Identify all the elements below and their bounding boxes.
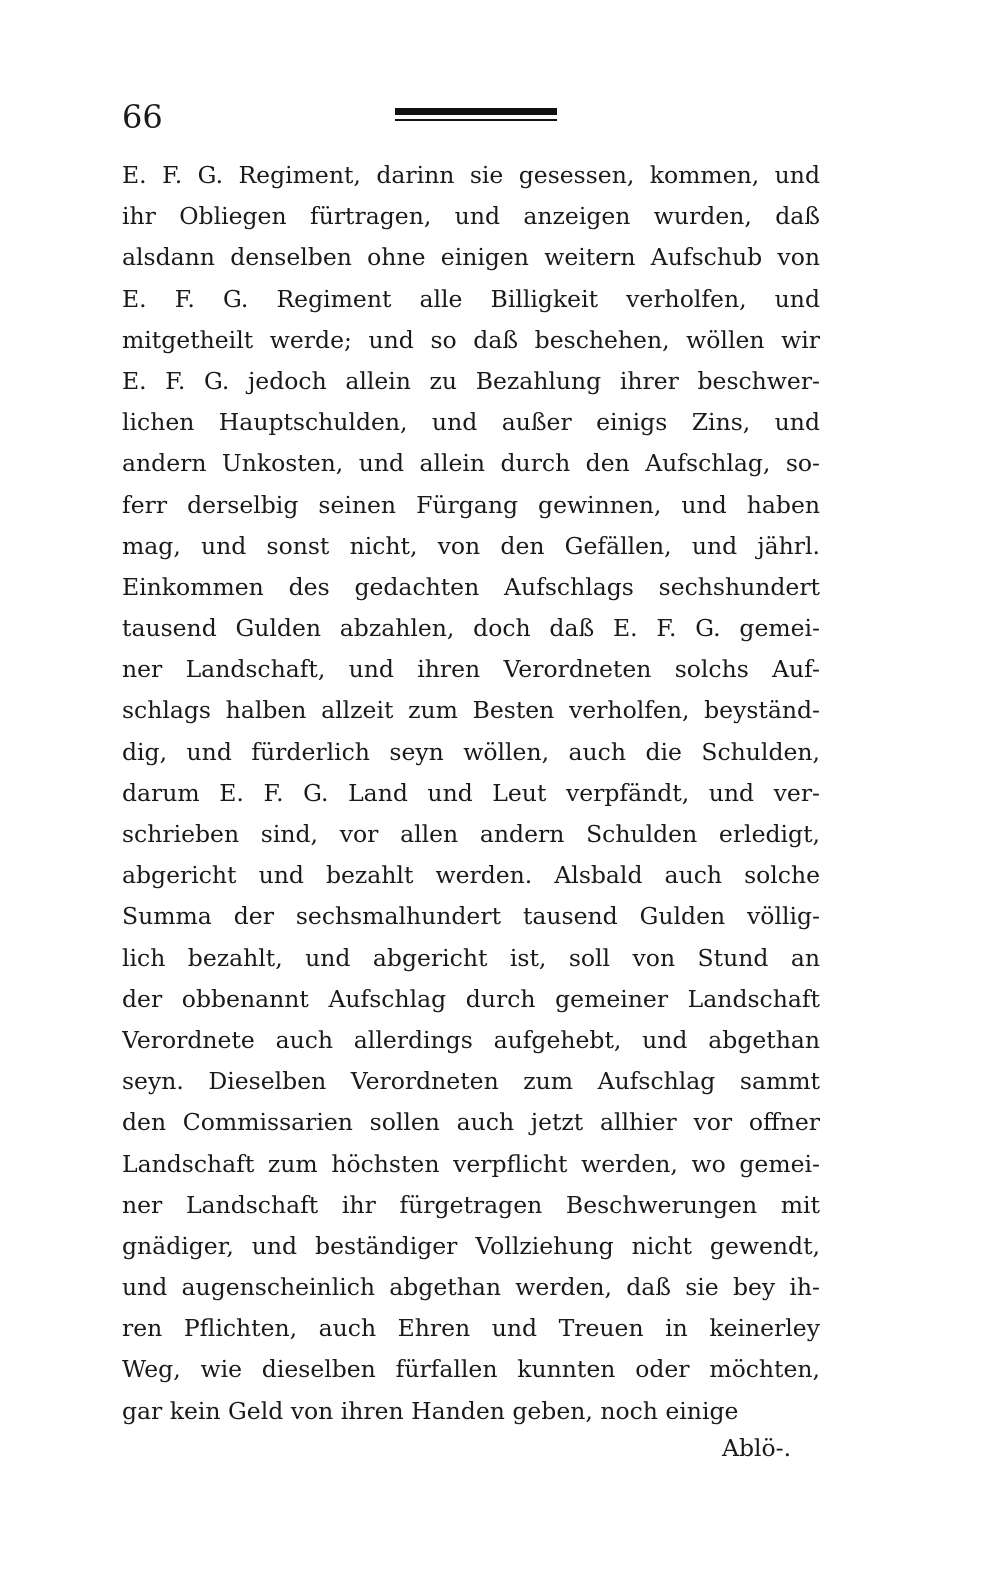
text-line: lichen Hauptschulden, und außer einigs Zins, und	[122, 408, 820, 437]
text-line: andern Unkosten, und allein durch den Aufschlag, so-	[122, 449, 820, 478]
text-line: ferr derselbig seinen Fürgang gewinnen, und haben	[122, 490, 820, 519]
text-line: Landschaft zum höchsten verpflicht werden, wo gemei-	[122, 1149, 820, 1178]
text-line: und augenscheinlich abgethan werden, daß sie bey ih-	[122, 1273, 820, 1302]
text-line: lich bezahlt, und abgericht ist, soll von Stund an	[122, 943, 820, 972]
text-line: alsdann denselben ohne einigen weitern Aufschub von	[122, 243, 820, 272]
text-line: ren Pflichten, auch Ehren und Treuen in keinerley	[122, 1314, 820, 1343]
text-line: dig, und fürderlich seyn wöllen, auch die Schulden,	[122, 737, 820, 766]
text-line: darum E. F. G. Land und Leut verpfändt, und ver-	[122, 778, 820, 807]
text-line: ner Landschaft, und ihren Verordneten solchs Auf-	[122, 655, 820, 684]
text-line: ihr Obliegen fürtragen, und anzeigen wurden, daß	[122, 202, 820, 231]
text-line: den Commissarien sollen auch jetzt allhier vor offner	[122, 1108, 820, 1137]
text-line: gnädiger, und beständiger Vollziehung nicht gewendt,	[122, 1231, 820, 1260]
text-line: abgericht und bezahlt werden. Alsbald auch solche	[122, 861, 820, 890]
text-line: gar kein Geld von ihren Handen geben, noch einige	[122, 1396, 739, 1425]
text-line: E. F. G. jedoch allein zu Bezahlung ihrer beschwer-	[122, 366, 820, 395]
text-line: mag, und sonst nicht, von den Gefällen, und jährl.	[122, 531, 820, 560]
text-line: seyn. Dieselben Verordneten zum Aufschlag sammt	[122, 1067, 820, 1096]
page-number: 66	[122, 98, 163, 136]
text-line: Summa der sechsmalhundert tausend Gulden völlig-	[122, 902, 820, 931]
text-line: schlags halben allzeit zum Besten verholfen, beyständ-	[122, 696, 820, 725]
text-line: E. F. G. Regiment alle Billigkeit verholfen, und	[122, 284, 820, 313]
catchword: Ablö-.	[722, 1434, 792, 1462]
header-rule-thick	[395, 108, 557, 115]
text-line: schrieben sind, vor allen andern Schulden erledigt,	[122, 820, 820, 848]
body-text	[122, 155, 820, 1432]
text-line: tausend Gulden abzahlen, doch daß E. F. G. gemei-	[122, 614, 820, 643]
header-rule	[395, 108, 557, 121]
text-line: Verordnete auch allerdings aufgehebt, und abgethan	[122, 1025, 820, 1054]
text-line: Weg, wie dieselben fürfallen kunnten oder möchten,	[122, 1355, 820, 1384]
header-rule-thin	[395, 119, 557, 121]
text-line: Einkommen des gedachten Aufschlags sechshundert	[122, 572, 820, 601]
text-line: der obbenannt Aufschlag durch gemeiner Landschaft	[122, 984, 820, 1013]
text-line: E. F. G. Regiment, darinn sie gesessen, kommen, und	[122, 161, 820, 189]
text-line: mitgetheilt werde; und so daß beschehen, wöllen wir	[122, 325, 820, 354]
text-line: ner Landschaft ihr fürgetragen Beschwerungen mit	[122, 1190, 820, 1219]
